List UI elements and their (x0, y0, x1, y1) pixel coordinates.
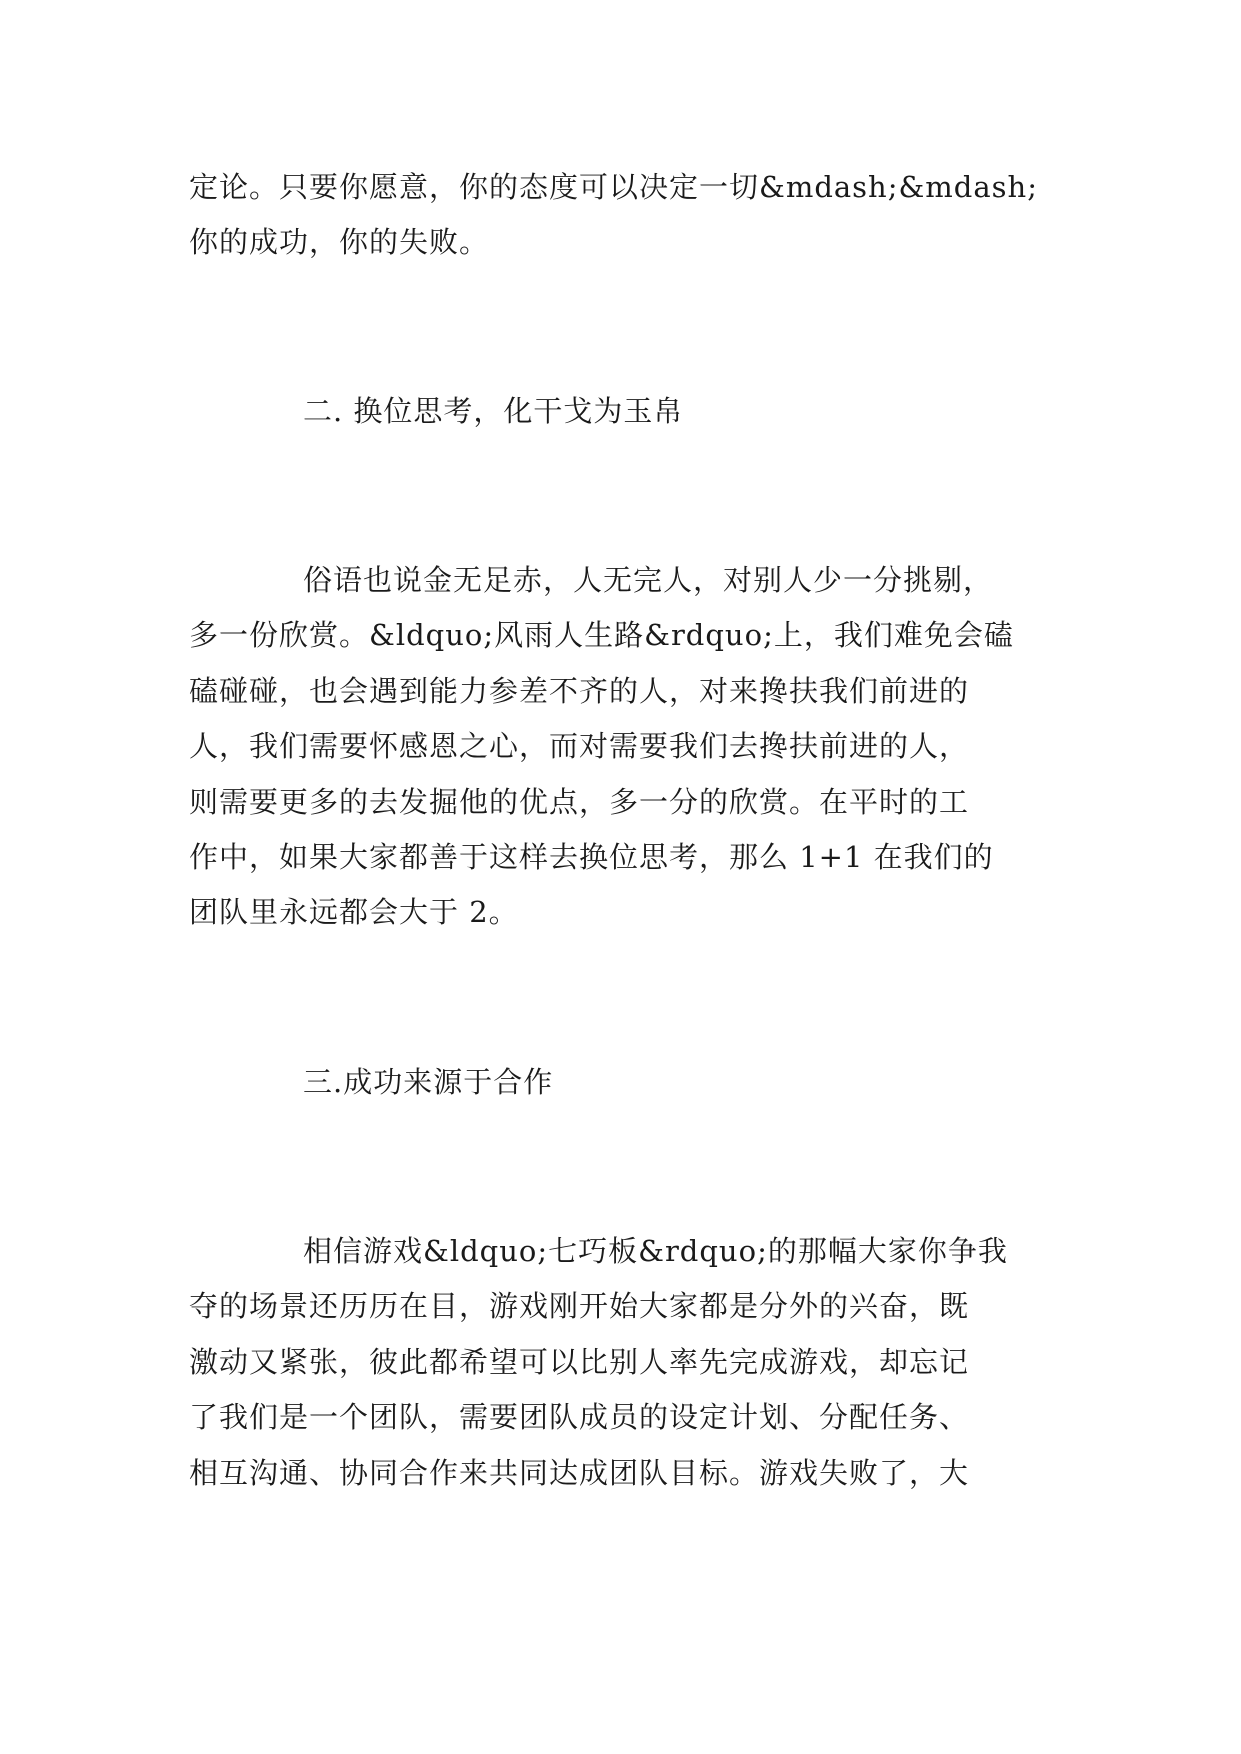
paragraph-2-line-4: 人，我们需要怀感恩之心，而对需要我们去搀扶前进的人， (189, 729, 970, 763)
paragraph-2-line-6: 作中，如果大家都善于这样去换位思考，那么 1+1 在我们的 (189, 840, 994, 874)
paragraph-2-line-2: 多一份欣赏。&ldquo;风雨人生路&rdquo;上，我们难免会磕 (189, 618, 1014, 652)
paragraph-1-line-1: 定论。只要你愿意，你的态度可以决定一切&mdash;&mdash; (189, 170, 1038, 204)
paragraph-3-line-5: 相互沟通、协同合作来共同达成团队目标。游戏失败了，大 (189, 1456, 970, 1490)
paragraph-2-line-1: 俗语也说金无足赤，人无完人，对别人少一分挑剔， (303, 563, 994, 597)
paragraph-3-line-3: 激动又紧张，彼此都希望可以比别人率先完成游戏，却忘记 (189, 1345, 970, 1379)
paragraph-2-line-5: 则需要更多的去发掘他的优点，多一分的欣赏。在平时的工 (189, 785, 970, 819)
section-heading-3: 三.成功来源于合作 (303, 1065, 554, 1099)
paragraph-1-line-2: 你的成功，你的失败。 (189, 225, 490, 259)
paragraph-3-line-1: 相信游戏&ldquo;七巧板&rdquo;的那幅大家你争我 (303, 1234, 1008, 1268)
paragraph-3-line-2: 夺的场景还历历在目，游戏刚开始大家都是分外的兴奋，既 (189, 1289, 970, 1323)
paragraph-2-line-7: 团队里永远都会大于 2。 (189, 895, 519, 929)
section-heading-2: 二. 换位思考，化干戈为玉帛 (303, 394, 684, 428)
paragraph-2-line-3: 磕碰碰，也会遇到能力参差不齐的人，对来搀扶我们前进的 (189, 674, 970, 708)
paragraph-3-line-4: 了我们是一个团队，需要团队成员的设定计划、分配任务、 (189, 1400, 970, 1434)
